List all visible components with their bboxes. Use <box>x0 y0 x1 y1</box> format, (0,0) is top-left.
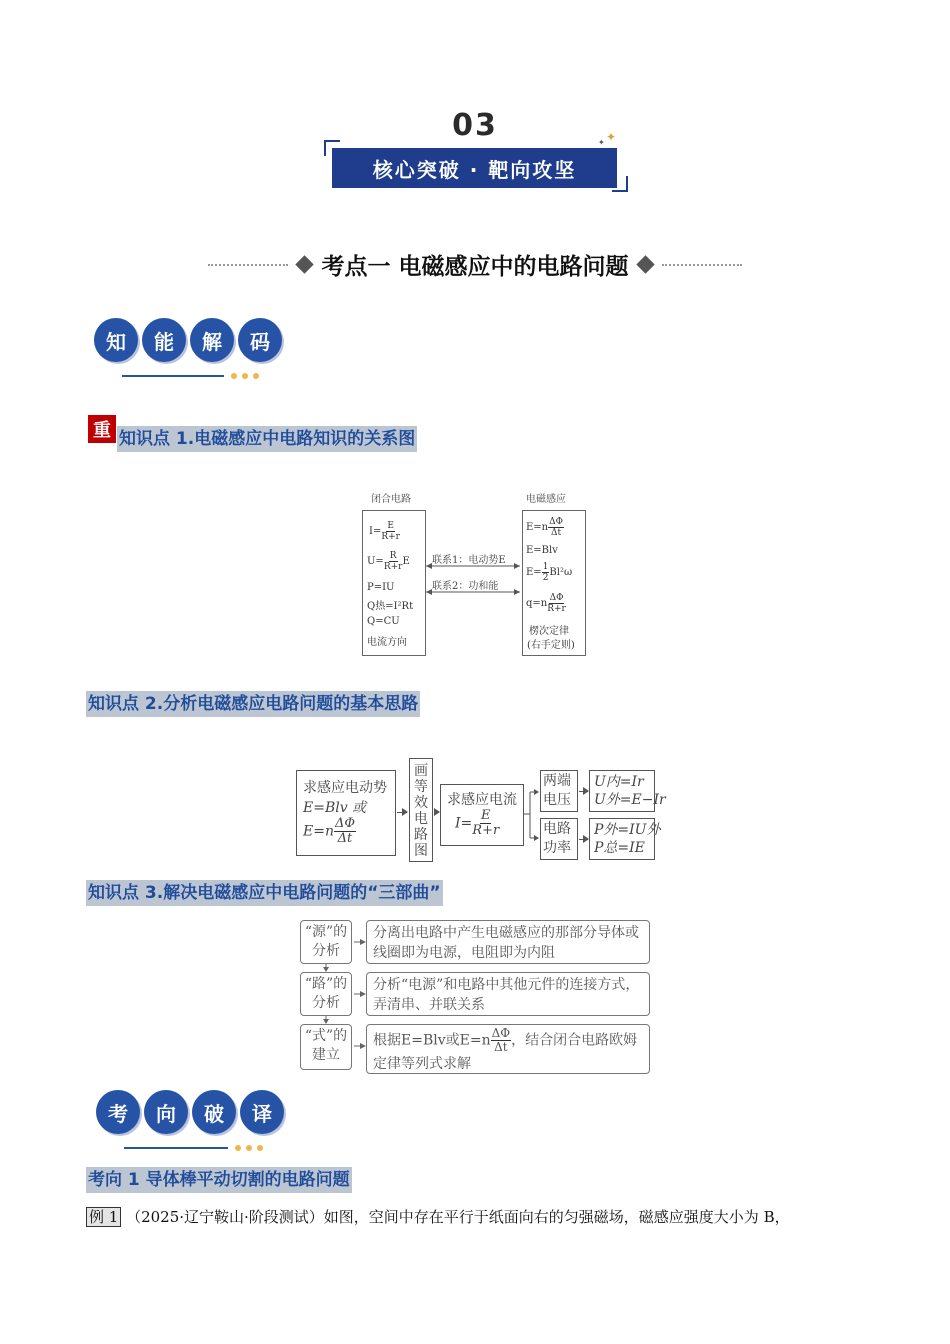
step-connectors <box>300 918 370 1078</box>
topic-title: 考点一 电磁感应中的电路问题 <box>321 254 629 280</box>
dotted-rule-right <box>662 264 742 266</box>
step-equation-desc: 根据E=Blv或E=n $\frac{\Delta\Phi}{\Delta t}$ ，结合闭合电路欧姆 定律等列式求解 <box>366 1024 650 1074</box>
step-source-label: “源”的 分析 <box>300 920 352 964</box>
section-number: 03 <box>452 108 498 143</box>
current-direction: 电流方向 <box>367 637 407 648</box>
formula-voltage: U= $\frac{R}{R+r}$ E <box>367 551 410 572</box>
section-badges-kaoxiang <box>96 1090 284 1134</box>
terminal-voltage-box: 两端 电压 <box>540 770 578 812</box>
key-mark: 重 <box>88 415 116 443</box>
formula-charge-flux: q=n $\frac{\Delta\Phi}{R+r}$ <box>526 593 566 614</box>
badge-char: 破 <box>192 1090 236 1134</box>
badge-char: 能 <box>142 318 186 362</box>
formula-current: I= $\frac{E}{R+r}$ <box>369 521 400 542</box>
right-hand-rule: (右手定则) <box>527 640 575 651</box>
badge-underline <box>122 375 224 377</box>
closed-circuit-box <box>362 510 426 656</box>
direction-1-heading: 考向 1 导体棒平动切割的电路问题 <box>86 1167 352 1193</box>
dotted-rule-left <box>208 264 288 266</box>
arrow-2 <box>434 812 439 813</box>
formula-emf-rotation: E= $\frac{1}{2}$ Bl²ω <box>526 562 573 583</box>
branch-arrows <box>524 784 540 848</box>
step-equation-label: “式”的 建立 <box>300 1024 352 1070</box>
lenz-law: 楞次定律 <box>529 626 569 637</box>
badge-char: 码 <box>238 318 282 362</box>
topic-heading <box>0 248 950 281</box>
emf-title: 求感应电动势 <box>303 780 387 796</box>
power-formulas-box: P外=IU外 P总=IE <box>589 818 655 860</box>
arrow-voltage <box>579 791 588 792</box>
voltage-formulas-box: U内=Ir U外=E−Ir <box>589 770 655 812</box>
example-1 <box>86 1206 790 1227</box>
current-title: 求感应电流 <box>447 792 517 808</box>
badge-char: 解 <box>190 318 234 362</box>
badge-char: 译 <box>240 1090 284 1134</box>
diamond-icon <box>636 255 654 273</box>
sparkle-small-icon: ✦ <box>598 138 605 147</box>
knowledge-point-3-heading: 知识点 3.解决电磁感应中电路问题的“三部曲” <box>86 880 443 906</box>
step-source-desc: 分离出电路中产生电磁感应的那部分导体或线圈即为电源，电阻即为内阻 <box>366 920 650 964</box>
knowledge-point-1-heading: 知识点 1.电磁感应中电路知识的关系图 <box>117 426 417 452</box>
current-box <box>440 784 524 846</box>
step-circuit-label: “路”的 分析 <box>300 972 352 1016</box>
current-formula: I= $\frac{E}{R+r}$ <box>455 808 500 838</box>
link-energy-label: 联系2：功和能 <box>432 581 499 592</box>
badge-char: 知 <box>94 318 138 362</box>
formula-charge: Q=CU <box>367 616 400 627</box>
badge-char: 向 <box>144 1090 188 1134</box>
emf-flux: E=n $\frac{\Delta\Phi}{\Delta t}$ <box>303 816 356 846</box>
step-circuit-desc: 分析“电源”和电路中其他元件的连接方式，弄清串、并联关系 <box>366 972 650 1016</box>
formula-emf-flux: E=n $\frac{\Delta\Phi}{\Delta t}$ <box>526 517 564 538</box>
formula-heat: Q热=I²Rt <box>367 601 414 612</box>
badge-underline <box>124 1147 228 1149</box>
diamond-icon <box>296 255 314 273</box>
formula-power: P=IU <box>367 582 395 593</box>
section-badges-zhineng <box>94 318 282 362</box>
equivalent-circuit-box: 画 等 效 电 路 图 <box>409 758 433 862</box>
sparkle-icon: ✦ <box>606 130 617 144</box>
formula-emf-blv: E=Blv <box>526 545 558 556</box>
arrow-power <box>579 839 588 840</box>
link-emf-label: 联系1：电动势E <box>432 555 506 566</box>
em-induction-box <box>522 510 586 656</box>
emf-blv: E=Blv 或 <box>303 800 367 816</box>
dots-ornament <box>231 373 259 379</box>
example-tag: 例 1 <box>86 1207 121 1227</box>
arrow-1 <box>397 812 407 813</box>
badge-char: 考 <box>96 1090 140 1134</box>
left-caption: 闭合电路 <box>371 494 411 505</box>
example-text: （2025·辽宁鞍山·阶段测试）如图，空间中存在平行于纸面向右的匀强磁场，磁感应强度大小为 B， <box>126 1208 790 1226</box>
circuit-power-box: 电路 功率 <box>540 818 578 860</box>
section-banner: 核心突破 · 靶向攻坚 <box>332 148 617 188</box>
dots-ornament <box>235 1145 263 1151</box>
emf-box <box>296 770 396 856</box>
knowledge-point-2-heading: 知识点 2.分析电磁感应电路问题的基本思路 <box>86 691 420 717</box>
right-caption: 电磁感应 <box>526 494 566 505</box>
